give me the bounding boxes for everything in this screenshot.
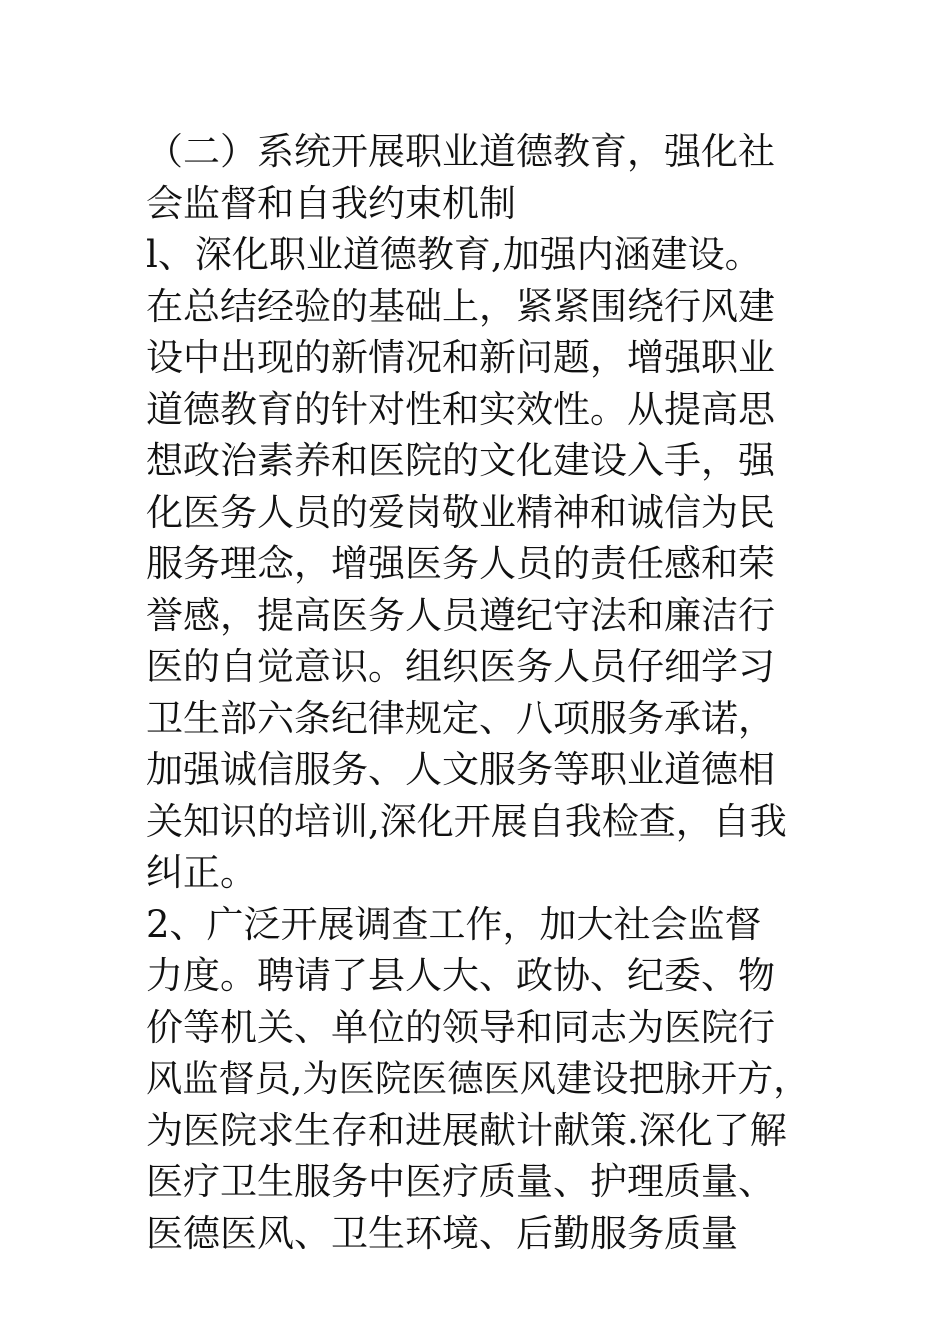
paragraph-2-line: 医疗卫生服务中医疗质量、护理质量、 xyxy=(146,1160,775,1203)
paragraph-2-line: 医德医风、卫生环境、后勤服务质量 xyxy=(146,1211,738,1255)
paragraph-1-line: 誉感，提高医务人员遵纪守法和廉洁行 xyxy=(146,593,775,637)
paragraph-1-line: l、深化职业道德教育,加强内涵建设。 xyxy=(146,233,762,276)
paragraph-1-line: 关知识的培训,深化开展自我检查，自我 xyxy=(146,799,787,843)
paragraph-2-line: 力度。聘请了县人大、政协、纪委、物 xyxy=(146,954,775,997)
paragraph-1-line: 医的自觉意识。组织医务人员仔细学习 xyxy=(146,645,775,688)
paragraph-2-line: 为医院求生存和进展献计献策.深化了解 xyxy=(146,1108,787,1152)
heading-line-1: （二）系统开展职业道德教育，强化社 xyxy=(146,130,775,173)
paragraph-1-line: 想政治素养和医院的文化建设入手，强 xyxy=(146,439,775,482)
paragraph-1-line: 化医务人员的爱岗敬业精神和诚信为民 xyxy=(146,490,775,534)
heading-line-2: 会监督和自我约束机制 xyxy=(146,181,516,225)
paragraph-2-line: 风监督员,为医院医德医风建设把脉开方， xyxy=(146,1057,810,1100)
paragraph-1-line: 纠正。 xyxy=(146,851,257,894)
paragraph-1-line: 卫生部六条纪律规定、八项服务承诺， xyxy=(146,696,775,740)
paragraph-2-line: 价等机关、单位的领导和同志为医院行 xyxy=(146,1005,775,1049)
document-page xyxy=(146,126,810,1259)
paragraph-2-line: 2、广泛开展调查工作，加大社会监督 xyxy=(146,902,762,946)
paragraph-1-line: 在总结经验的基础上，紧紧围绕行风建 xyxy=(146,284,775,328)
paragraph-1-line: 道德教育的针对性和实效性。从提高思 xyxy=(146,387,775,431)
paragraph-1-line: 服务理念，增强医务人员的责任感和荣 xyxy=(146,542,775,585)
paragraph-1-line: 加强诚信服务、人文服务等职业道德相 xyxy=(146,748,775,791)
paragraph-1-line: 设中出现的新情况和新问题，增强职业 xyxy=(146,336,775,379)
